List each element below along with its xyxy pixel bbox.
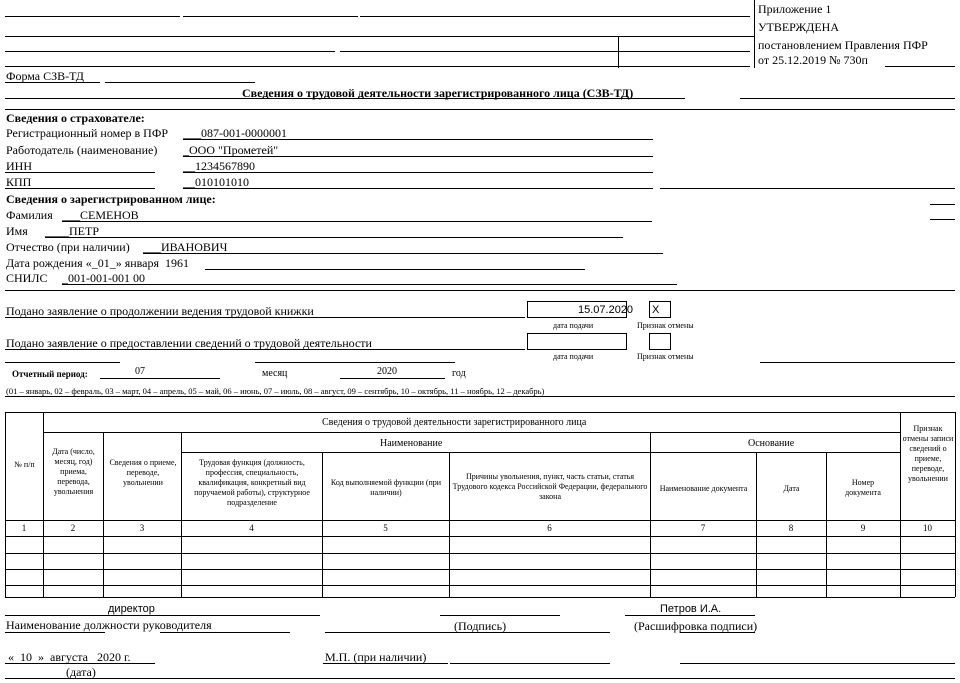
patronymic-value: ___ИВАНОВИЧ [143,240,228,254]
rule-line [5,16,180,17]
resolution-line2: от 25.12.2019 № 730п [758,53,868,67]
col-reason-header: Причины увольнения, пункт, часть статьи, статья Трудового кодекса Российской Федерации, федерального закона [452,472,648,501]
employer-name-value: _ООО "Прометей" [183,143,279,157]
rule-line [5,188,155,189]
rule-line [5,396,955,397]
col-number: 10 [923,523,932,533]
electronic-cancel-box[interactable] [649,333,671,350]
rule-line [754,0,755,68]
rule-line [183,16,358,17]
paper-date-value: 15.07.2020 [578,304,634,316]
table-border [5,585,955,586]
period-month-label: месяц [262,368,288,379]
col-number: 9 [860,523,866,533]
rule-line [618,36,619,68]
rule-line [100,378,220,379]
period-label: Отчетный период: [12,369,88,379]
appendix-label: Приложение 1 [758,2,832,16]
stamp-label: М.П. (при наличии) [325,650,427,664]
date-label: (дата) [66,665,96,679]
rule-line [5,317,525,318]
resolution-line1: постановлением Правления ПФР [758,38,928,52]
col-number: 5 [383,523,388,533]
paper-cancel-caption: Признак отмены [637,321,694,330]
table-border [5,569,955,570]
rule-line [205,269,585,270]
col-function-header: Трудовая функция (должность, профессия, специальность, квалификация, конкретный вид поручаемой работы), структурное подразделение [194,458,310,507]
paper-book-label: Подано заявление о продолжении ведения трудовой книжки [6,304,314,318]
electronic-date-box[interactable] [527,333,627,350]
table-border [5,536,955,537]
rule-line [5,597,955,598]
paper-date-caption: дата подачи [553,321,594,330]
rule-line [5,349,525,350]
col-info-header: Сведения о приеме, переводе, увольнении [109,458,177,487]
patronymic-label: Отчество (при наличии) [6,240,130,254]
rule-line [760,362,955,363]
col-cancel-header: Признак отмены записи сведений о приеме, переводе, увольнении [902,424,954,483]
rule-line [183,139,653,140]
name-label: Имя [6,224,28,238]
rule-line [340,51,750,52]
kpp-value: __010101010 [183,175,249,189]
name-value: ____ПЕТР [45,224,99,238]
col-number: 2 [70,523,76,533]
electronic-date-caption: дата подачи [553,352,594,361]
col-date-header: Дата (число, месяц, год) приема, перевода, увольнения [52,447,95,496]
inn-label: ИНН [6,159,32,173]
rule-line [62,221,652,222]
table-border [5,553,955,554]
rule-line [45,237,623,238]
rule-line [450,663,610,664]
sign-label: (Подпись) [454,619,507,633]
period-month-value: 07 [135,366,145,377]
rule-line [160,632,290,633]
decoding-value: Петров И.А. [660,603,722,615]
col-code-header: Код выполняемой функции (при наличии) [330,478,442,497]
position-value: директор [108,603,155,615]
employer-section-title: Сведения о страхователе: [6,111,145,125]
col-number: 7 [700,523,706,533]
employer-name-label: Работодатель (наименование) [6,143,158,157]
period-legend: (01 – январь, 02 – февраль, 03 – март, 04 – апрель, 05 – май, 06 – июнь, 07 – июль, 08 – август, 09 – сентябрь, 10 – октябрь, 11 – ноябрь, 12 – декабрь) [6,386,545,396]
col-doc-date-header: Дата [783,484,800,493]
surname-label: Фамилия [6,208,53,222]
rule-line [5,362,120,363]
rule-line [5,290,955,291]
electronic-label: Подано заявление о предоставлении сведений о трудовой деятельности [6,336,372,350]
form-code: Форма СЗВ-ТД [6,69,84,83]
col-number: 3 [139,523,145,533]
rule-line [5,66,750,67]
rule-line [660,188,955,189]
rule-line [183,156,653,157]
table-border [5,412,955,413]
rule-line [143,253,663,254]
rule-line [440,615,560,616]
col-doc-name-header: Наименование документа [659,484,748,493]
table-border [5,520,955,521]
reg-number-label: Регистрационный номер в ПФР [6,126,168,140]
period-year-value: 2020 [377,366,397,377]
rule-line [5,632,105,633]
position-label: Наименование должности руководителя [6,618,212,632]
rule-line [930,204,955,205]
rule-line [105,82,255,83]
rule-line [5,615,320,616]
table-border [43,432,900,433]
reg-number-value: ___087-001-0000001 [183,126,287,140]
rule-line [183,172,653,173]
electronic-cancel-caption: Признак отмены [637,352,694,361]
table-border [103,432,104,597]
rule-line [5,678,955,679]
col-number: 4 [249,523,254,533]
surname-value: ___СЕМЕНОВ [62,208,139,222]
kpp-label: КПП [6,175,32,189]
col-number: 6 [547,523,552,533]
rule-line [325,632,610,633]
birth-date: Дата рождения «_01_» января 1961 [6,256,190,270]
rule-line [5,98,685,99]
approved-label: УТВЕРЖДЕНА [758,20,840,34]
group-basis-header: Основание [748,438,795,449]
rule-line [5,663,155,664]
person-section-title: Сведения о зарегистрированном лице: [6,192,216,206]
inn-value: __1234567890 [183,159,255,173]
rule-line [5,51,335,52]
rule-line [183,188,653,189]
rule-line [323,663,448,664]
group-name-header: Наименование [380,438,443,449]
rule-line [625,615,755,616]
rule-line [340,378,445,379]
rule-line [680,663,955,664]
paper-cancel-value: Х [652,304,660,316]
col-number: 8 [788,523,794,533]
rule-line [5,172,155,173]
rule-line [930,219,955,220]
table-border [181,432,182,597]
rule-line [885,66,955,67]
snils-label: СНИЛС [6,271,48,285]
rule-line [62,284,677,285]
rule-line [5,36,755,37]
snils-value: _001-001-001 00 [62,271,145,285]
table-border [181,452,900,453]
rule-line [5,82,100,83]
rule-line [255,362,455,363]
decoding-label: (Расшифровка подписи) [634,619,758,633]
period-year-label: год [452,368,466,379]
col-number-header: № п/п [14,460,35,469]
col-doc-number-header: Номер документа [845,478,881,497]
col-number: 1 [21,523,27,533]
sign-date: « 10 » августа 2020 г. [8,650,131,664]
rule-line [740,98,955,99]
table-caption: Сведения о трудовой деятельности зарегистрированного лица [322,417,587,428]
rule-line [360,16,750,17]
rule-line [680,632,755,633]
rule-line [5,109,955,110]
form-title: Сведения о трудовой деятельности зарегистрированного лица (СЗВ-ТД) [242,86,634,100]
table-border [650,432,651,597]
table-border [955,412,956,597]
